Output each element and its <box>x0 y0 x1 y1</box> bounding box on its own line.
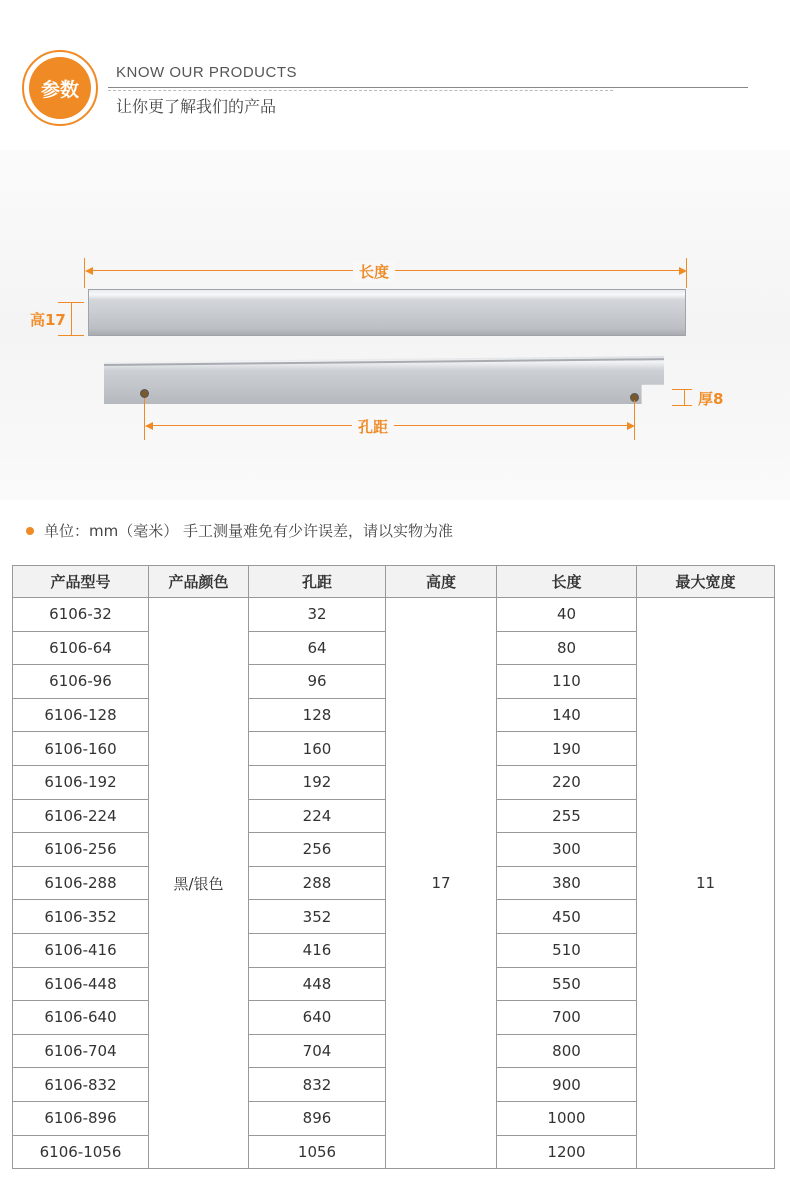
cell-max-width: 11 <box>637 598 775 1169</box>
cell-hole-spacing: 1056 <box>249 1135 386 1169</box>
height-dimension-line <box>71 302 72 335</box>
cell-length: 450 <box>497 900 637 934</box>
cell-length: 255 <box>497 799 637 833</box>
spacing-extension-right <box>634 400 635 440</box>
handle-bar-front <box>88 289 686 336</box>
cell-model: 6106-896 <box>13 1101 149 1135</box>
spacing-arrow-left <box>145 422 153 430</box>
cell-length: 1200 <box>497 1135 637 1169</box>
cell-model: 6106-64 <box>13 631 149 665</box>
cell-height: 17 <box>386 598 497 1169</box>
cell-length: 80 <box>497 631 637 665</box>
height-label: 高17 <box>30 311 66 329</box>
hole-spacing-label: 孔距 <box>352 416 394 437</box>
cell-hole-spacing: 352 <box>249 900 386 934</box>
cell-hole-spacing: 64 <box>249 631 386 665</box>
spec-table <box>12 565 775 1169</box>
table-header-row <box>13 566 775 598</box>
section-badge-label: 参数 <box>29 57 91 119</box>
height-extension-bottom <box>58 335 84 336</box>
section-subtitle-cn: 让你更了解我们的产品 <box>116 97 277 116</box>
cell-length: 550 <box>497 967 637 1001</box>
cell-length: 510 <box>497 933 637 967</box>
length-arrow-right <box>679 267 687 275</box>
length-arrow-left <box>85 267 93 275</box>
header-dashed-divider <box>108 90 613 91</box>
cell-model: 6106-640 <box>13 1001 149 1035</box>
spacing-extension-left <box>144 398 145 440</box>
cell-length: 110 <box>497 665 637 699</box>
header-model: 产品型号 <box>13 566 149 598</box>
cell-hole-spacing: 832 <box>249 1068 386 1102</box>
cell-hole-spacing: 32 <box>249 598 386 632</box>
cell-length: 380 <box>497 866 637 900</box>
section-title-en: KNOW OUR PRODUCTS <box>116 64 297 81</box>
cell-model: 6106-288 <box>13 866 149 900</box>
cell-model: 6106-96 <box>13 665 149 699</box>
cell-hole-spacing: 96 <box>249 665 386 699</box>
cell-hole-spacing: 288 <box>249 866 386 900</box>
cell-length: 220 <box>497 765 637 799</box>
cell-hole-spacing: 160 <box>249 732 386 766</box>
thickness-extension-top <box>672 389 692 390</box>
header-color: 产品颜色 <box>149 566 249 598</box>
cell-model: 6106-32 <box>13 598 149 632</box>
cell-hole-spacing: 128 <box>249 698 386 732</box>
cell-hole-spacing: 256 <box>249 833 386 867</box>
spacing-arrow-right <box>627 422 635 430</box>
header-length: 长度 <box>497 566 637 598</box>
cell-length: 800 <box>497 1034 637 1068</box>
cell-length: 40 <box>497 598 637 632</box>
section-badge <box>22 50 98 126</box>
cell-length: 300 <box>497 833 637 867</box>
table-row <box>13 598 775 632</box>
mounting-hole-left <box>140 389 149 398</box>
cell-model: 6106-1056 <box>13 1135 149 1169</box>
length-label: 长度 <box>353 261 395 282</box>
cell-model: 6106-448 <box>13 967 149 1001</box>
cell-hole-spacing: 192 <box>249 765 386 799</box>
cell-length: 1000 <box>497 1101 637 1135</box>
header-divider <box>108 87 748 88</box>
bullet-dot-icon <box>26 527 34 535</box>
cell-length: 700 <box>497 1001 637 1035</box>
header-height: 高度 <box>386 566 497 598</box>
cell-length: 140 <box>497 698 637 732</box>
thickness-extension-bottom <box>672 405 692 406</box>
header-hole-spacing: 孔距 <box>249 566 386 598</box>
cell-model: 6106-160 <box>13 732 149 766</box>
cell-color: 黑/银色 <box>149 598 249 1169</box>
unit-note <box>26 520 453 541</box>
cell-hole-spacing: 896 <box>249 1101 386 1135</box>
cell-model: 6106-704 <box>13 1034 149 1068</box>
cell-length: 900 <box>497 1068 637 1102</box>
cell-model: 6106-192 <box>13 765 149 799</box>
cell-length: 190 <box>497 732 637 766</box>
cell-hole-spacing: 224 <box>249 799 386 833</box>
cell-hole-spacing: 448 <box>249 967 386 1001</box>
cell-model: 6106-352 <box>13 900 149 934</box>
cell-model: 6106-224 <box>13 799 149 833</box>
cell-model: 6106-128 <box>13 698 149 732</box>
unit-note-text: 单位：mm（毫米） 手工测量难免有少许误差，请以实物为准 <box>44 522 453 540</box>
cell-hole-spacing: 640 <box>249 1001 386 1035</box>
cell-hole-spacing: 704 <box>249 1034 386 1068</box>
cell-model: 6106-832 <box>13 1068 149 1102</box>
thickness-label: 厚8 <box>698 390 724 408</box>
thickness-dimension-line <box>684 389 685 405</box>
cell-model: 6106-256 <box>13 833 149 867</box>
cell-hole-spacing: 416 <box>249 933 386 967</box>
header-max-width: 最大宽度 <box>637 566 775 598</box>
cell-model: 6106-416 <box>13 933 149 967</box>
